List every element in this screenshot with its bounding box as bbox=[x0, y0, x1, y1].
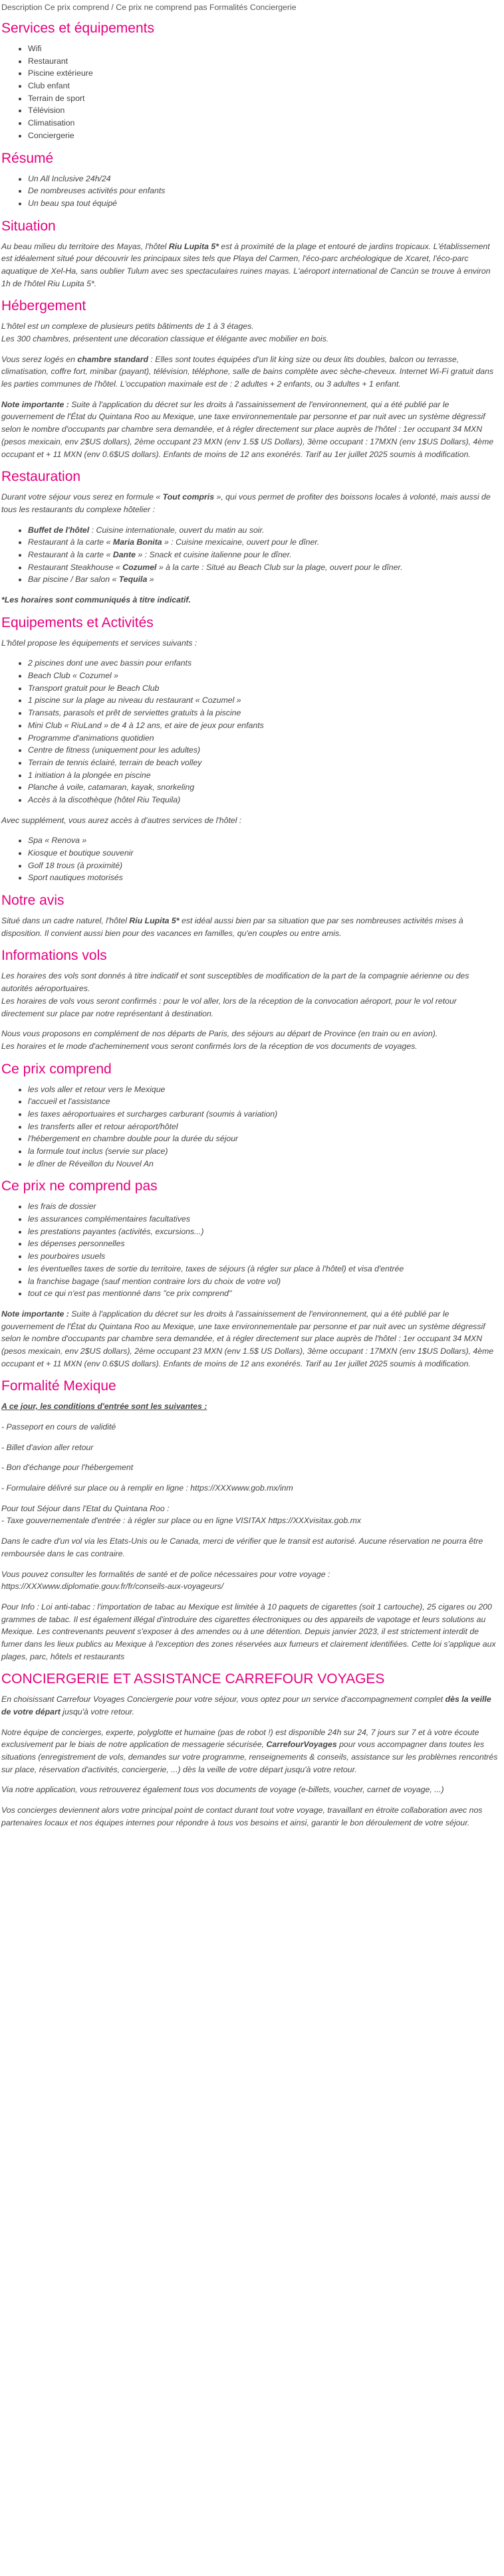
list-item: • les vols aller et retour vers le Mexique bbox=[28, 1083, 501, 1096]
formalite-info: Pour Info : Loi anti-tabac : l'importation de tabac au Mexique est limitée à 10 paquets de cigarettes (soit 1 cartouche), 25 cigares ou 200 grammes de tabac. Il est également illégal d'introduire des cigarettes électroniques ou des appareils de vapotage et leurs solutions au Mexique. Les contrevenants peuvent s'exposer à des amendes ou à une détention. Depuis janvier 2023, il est strictement interdit de fumer dans les lieux publics au Mexique à l'exception des zones réservées aux fumeurs et clairement identifiées. Cette loi s'applique aux plages, parc, hôtels et restaurants bbox=[1, 1602, 496, 1661]
list-item: • Climatisation bbox=[28, 117, 501, 130]
restaurant-name: Tequila bbox=[118, 575, 148, 585]
list-item: • les éventuelles taxes de sortie du territoire, taxes de séjours (à régler sur place à l'hôtel) et visa d'entrée bbox=[28, 1263, 501, 1275]
list-item: • Beach Club « Cozumel » bbox=[28, 670, 501, 682]
list-item: • Wifi bbox=[28, 43, 501, 55]
text-part: : Cuisine internationale, ouvert du matin au soir. bbox=[89, 525, 265, 535]
restaurant-name: Maria Bonita bbox=[112, 537, 162, 547]
text-part: Situé dans un cadre naturel, l'hôtel bbox=[1, 916, 130, 926]
list-item: • le dîner de Réveillon du Nouvel An bbox=[28, 1158, 501, 1170]
avis-title: Notre avis bbox=[1, 893, 64, 909]
prix-comprend-title: Ce prix comprend bbox=[1, 1061, 112, 1077]
restaurant-name: Cozumel bbox=[122, 562, 157, 572]
text-line: Les horaires et le mode d'acheminement vous seront confirmés lors de la réception de vos documents de voyages. bbox=[1, 1041, 418, 1051]
conciergerie-text-4: Vos concierges deviennent alors votre principal point de contact durant tout votre voyage, travaillant en étroite collaboration avec nos partenaires locaux et nos équipes internes pour répondre à tous vos besoins et ainsi, garantir le bon déroulement de votre séjour. bbox=[1, 1805, 483, 1827]
app-name: CarrefourVoyages bbox=[266, 1740, 337, 1750]
list-item: • les taxes aéroportuaires et surcharges carburant (soumis à variation) bbox=[28, 1108, 501, 1121]
text-part: », qui vous permet de profiter des boissons locales à volonté, mais aussi de tous les restaurants du complexe hôtelier : bbox=[1, 492, 491, 514]
restauration-intro bbox=[1, 491, 501, 515]
equipements-title: Equipements et Activités bbox=[1, 614, 154, 630]
room-type: chambre standard bbox=[77, 354, 148, 364]
list-item: • Kiosque et boutique souvenir bbox=[28, 847, 501, 860]
text-part: jusqu'à votre retour. bbox=[60, 1707, 135, 1716]
text-part: Bar piscine / Bar salon « bbox=[28, 575, 119, 585]
list-item: • Mini Club « RiuLand » de 4 à 12 ans, et aire de jeux pour enfants bbox=[28, 719, 501, 732]
text-part: Suite à l'application du décret sur les droits à l'assainissement de l'environnement, qui a été publié par le gouvernement de l'État du Quintana Roo au Mexique, une taxe environnementale par personne et par nuit avec un système dégressif selon le nombre d'occupants par chambre sera demandée, et à régler directement sur place auprès de l'hôtel : 1er occupant 34 MXN (pesos mexicain, env 2$US dollars), 2ème occupant 23 MXN (env 1.5$ US Dollars), 3ème occupant : 17MXN (env 1$US Dollars), 4ème occupant et + 11 MXN (env 0.6$US dollars). Enfants de moins de 12 ans exonérés. Tarif au 1er juillet 2025 soumis à modification. bbox=[1, 399, 494, 459]
list-item: • les dépenses personnelles bbox=[28, 1238, 501, 1250]
list-item: • Spa « Renova » bbox=[28, 834, 501, 847]
diplomatie-link[interactable]: https://XXXwww.diplomatie.gouv.fr/fr/conseils-aux-voyageurs/ bbox=[1, 1582, 223, 1592]
text-part: Restaurant Steakhouse « bbox=[28, 562, 123, 572]
note-text: *Les horaires sont communiqués à titre indicatif. bbox=[1, 595, 191, 604]
formalite-quintana bbox=[1, 1503, 501, 1527]
formalite-sante bbox=[1, 1568, 501, 1593]
supplements-intro: Avec supplément, vous aurez accès à d'autres services de l'hôtel : bbox=[1, 815, 242, 825]
list-item: • Club enfant bbox=[28, 80, 501, 92]
text-part: est idéal aussi bien par sa situation que par ses nombreuses activités mises à disposition. Il convient aussi bien pour des vacances en familles, qu'en couples ou entre amis. bbox=[1, 916, 463, 938]
conciergerie-text-1 bbox=[1, 1693, 501, 1718]
list-item: • Golf 18 trous (à proximité) bbox=[28, 860, 501, 872]
list-item: • la formule tout inclus (servie sur place) bbox=[28, 1145, 501, 1158]
services-list bbox=[1, 43, 501, 142]
formalite-line: - Bon d'échange pour l'hébergement bbox=[1, 1463, 134, 1473]
text-part: Notre équipe de concierges, experte, polyglotte et humaine (pas de robot !) est disponible 24h sur 24, 7 jours sur 7 et à votre écoute exclusivement par le biais de notre application de messagerie sécurisée, bbox=[1, 1727, 479, 1750]
text-part: » à la carte : Situé au Beach Club sur la plage, ouvert pour le dîner. bbox=[156, 562, 403, 572]
formalite-transit: Dans le cadre d'un vol via les Etats-Unis ou le Canada, merci de vérifier que le transit est autorisé. Aucune réservation ne pourra être remboursée dans le cas contraire. bbox=[1, 1536, 483, 1558]
text-part: » : Cuisine mexicaine, ouvert pour le dîner. bbox=[162, 537, 320, 547]
equipements-intro: L'hôtel propose les équipements et services suivants : bbox=[1, 638, 197, 648]
restauration-title: Restauration bbox=[1, 469, 81, 485]
prix-comprend-list bbox=[1, 1083, 501, 1170]
vols-text-1 bbox=[1, 970, 501, 1020]
list-item: • Un All Inclusive 24h/24 bbox=[28, 173, 501, 185]
formalite-line: - Formulaire délivré sur place ou à remplir en ligne : https://XXXwww.gob.mx/inm bbox=[1, 1483, 293, 1493]
list-item: • les transferts aller et retour aéroport/hôtel bbox=[28, 1121, 501, 1133]
formalite-line: - Billet d'avion aller retour bbox=[1, 1442, 94, 1452]
hebergement-rooms bbox=[1, 353, 501, 391]
tab-links: Description Ce prix comprend / Ce prix ne comprend pas Formalités Conciergerie bbox=[1, 3, 297, 12]
list-item: • Conciergerie bbox=[28, 130, 501, 142]
list-item: • 2 piscines dont une avec bassin pour enfants bbox=[28, 657, 501, 670]
list-item: • l'hébergement en chambre double pour la durée du séjour bbox=[28, 1133, 501, 1145]
hebergement-intro bbox=[1, 320, 501, 345]
list-item bbox=[28, 524, 501, 537]
text-part: » : Snack et cuisine italienne pour le dîner. bbox=[136, 549, 292, 559]
list-item: • les frais de dossier bbox=[28, 1200, 501, 1213]
restaurants-list bbox=[1, 524, 501, 586]
list-item: • Accès à la discothèque (hôtel Riu Tequila) bbox=[28, 794, 501, 806]
vols-title: Informations vols bbox=[1, 948, 107, 964]
text-part: pour vous accompagner dans toutes les situations (enregistrement de vols, demandes sur votre programme, renseignements & conseils, assistance sur les problèmes rencontrés sur place, réservation d'activités, conciergerie, ...) dès la veille de votre départ jusqu'à votre retour. bbox=[1, 1740, 498, 1774]
hebergement-title: Hébergement bbox=[1, 298, 86, 314]
text-line: Pour tout Séjour dans l'Etat du Quintana Roo : bbox=[1, 1503, 170, 1513]
list-item: • Piscine extérieure bbox=[28, 67, 501, 80]
text-line: Les horaires de vols vous seront confirmés : pour le vol aller, lors de la réception de la convocation aéroport, pour le vol retour directement sur place par notre représentant à destination. bbox=[1, 996, 457, 1018]
text-part: Suite à l'application du décret sur les droits à l'assainissement de l'environnement, qui a été publié par le gouvernement de l'État du Quintana Roo au Mexique, une taxe environnementale par personne et par nuit avec un système dégressif selon le nombre d'occupants par chambre sera demandée, et à régler directement sur place auprès de l'hôtel : 1er occupant 34 MXN (pesos mexicain, env 2$US dollars), 2ème occupant 23 MXN (env 1.5$ US Dollars), 3ème occupant : 17MXN (env 1$US Dollars), 4ème occupant et + 11 MXN (env 0.6$US dollars). Enfants de moins de 12 ans exonérés. Tarif au 1er juillet 2025 soumis à modification. bbox=[1, 1309, 494, 1368]
text-part: Durant votre séjour vous serez en formule « bbox=[1, 492, 163, 502]
list-item bbox=[28, 573, 501, 586]
list-item: • les assurances complémentaires facultatives bbox=[28, 1213, 501, 1226]
text-line: Les 300 chambres, présentent une décoration classique et élégante avec mobilier en bois. bbox=[1, 334, 329, 343]
restaurant-name: Buffet de l'hôtel bbox=[28, 525, 90, 535]
avis-text bbox=[1, 915, 501, 939]
text-part: Au beau milieu du territoire des Mayas, l'hôtel bbox=[1, 241, 169, 251]
hebergement-note bbox=[1, 399, 501, 460]
text-line: Nous vous proposons en complément de nos départs de Paris, des séjours au départ de Province (en train ou en avion). bbox=[1, 1029, 438, 1039]
text-line: - Taxe gouvernementale d'entrée : à régler sur place ou en ligne VISITAX https://XXXvisitax.gob.mx bbox=[1, 1516, 361, 1526]
conciergerie-title: CONCIERGERIE ET ASSISTANCE CARREFOUR VOYAGES bbox=[1, 1671, 385, 1687]
list-item: • les pourboires usuels bbox=[28, 1250, 501, 1263]
formalite-line: - Passeport en cours de validité bbox=[1, 1422, 116, 1431]
list-item: • Programme d'animations quotidien bbox=[28, 732, 501, 745]
list-item bbox=[28, 561, 501, 574]
list-item: • Transport gratuit pour le Beach Club bbox=[28, 682, 501, 695]
equipements-list bbox=[1, 657, 501, 806]
text-part: Vous serez logés en bbox=[1, 354, 78, 364]
restauration-note bbox=[1, 594, 501, 606]
note-label: Note importante : bbox=[1, 399, 69, 409]
list-item: • tout ce qui n'est pas mentionné dans "ce prix comprend" bbox=[28, 1287, 501, 1300]
list-item bbox=[28, 536, 501, 549]
prix-ne-comprend-title: Ce prix ne comprend pas bbox=[1, 1178, 158, 1194]
list-item: • De nombreuses activités pour enfants bbox=[28, 185, 501, 197]
prix-note bbox=[1, 1308, 501, 1370]
prix-ne-comprend-list bbox=[1, 1200, 501, 1300]
list-item: • Centre de fitness (uniquement pour les adultes) bbox=[28, 744, 501, 757]
vols-text-2 bbox=[1, 1028, 501, 1052]
supplements-list bbox=[1, 834, 501, 884]
list-item bbox=[28, 549, 501, 561]
text-part: : Elles sont toutes équipées d'un lit king size ou deux lits doubles, balcon ou terrasse, climatisation, coffre fort, minibar (payant), télévision, téléphone, salle de bains complète avec sèche-cheveux. Internet Wi-Fi gratuit dans les parties communes de l'hôtel. L'occupation maximale est de : 2 adultes + 2 enfants, ou 3 adultes + 1 enfant. bbox=[1, 354, 494, 389]
list-item: • Transats, parasols et prêt de serviettes gratuits à la piscine bbox=[28, 707, 501, 719]
list-item: • la franchise bagage (sauf mention contraire lors du choix de votre vol) bbox=[28, 1275, 501, 1288]
list-item: • les prestations payantes (activités, excursions...) bbox=[28, 1226, 501, 1238]
emphasis: dès la veille de votre départ bbox=[1, 1695, 491, 1716]
formalite-heading bbox=[1, 1400, 501, 1413]
formula-name: Tout compris bbox=[162, 492, 215, 502]
text-line: Vous pouvez consulter les formalités de santé et de police nécessaires pour votre voyage : bbox=[1, 1569, 330, 1579]
hotel-name: Riu Lupita 5* bbox=[129, 916, 180, 926]
note-label: Note importante : bbox=[1, 1309, 69, 1319]
text-part: Restaurant à la carte « bbox=[28, 537, 113, 547]
list-item: • Sport nautiques motorisés bbox=[28, 872, 501, 884]
list-item: • Un beau spa tout équipé bbox=[28, 197, 501, 210]
text-part: En choisissant Carrefour Voyages Conciergerie pour votre séjour, vous optez pour un service d'accompagnement complet bbox=[1, 1695, 445, 1704]
list-item: • Planche à voile, catamaran, kayak, snorkeling bbox=[28, 781, 501, 794]
hotel-name: Riu Lupita 5* bbox=[168, 241, 219, 251]
conciergerie-text-3: Via notre application, vous retrouverez également tous vos documents de voyage (e-billets, voucher, carnet de voyage, ...) bbox=[1, 1785, 444, 1795]
resume-title: Résumé bbox=[1, 150, 54, 166]
formalite-title: Formalité Mexique bbox=[1, 1378, 116, 1394]
situation-text bbox=[1, 240, 501, 290]
list-item: • Terrain de sport bbox=[28, 92, 501, 105]
restaurant-name: Dante bbox=[112, 549, 136, 559]
conciergerie-text-2 bbox=[1, 1726, 501, 1776]
services-title: Services et équipements bbox=[1, 21, 154, 36]
list-item: • Terrain de tennis éclairé, terrain de beach volley bbox=[28, 757, 501, 769]
text-part: Restaurant à la carte « bbox=[28, 549, 113, 559]
text-part: est à proximité de la plage et entouré de jardins tropicaux. L'établissement est idéalement situé pour découvrir les principaux sites tels que Playa del Carmen, l'éco-parc archéologique de Xcaret, l'éco-parc aquatique de Xel-Ha, sans oublier Tulum avec ses spectaculaires ruines mayas. L'aéroport international de Cancún se trouve à environ 1h de l'hôtel Riu Lupita 5*. bbox=[1, 241, 491, 288]
formalite-heading-text: A ce jour, les conditions d'entrée sont les suivantes : bbox=[1, 1402, 207, 1412]
list-item: • 1 piscine sur la plage au niveau du restaurant « Cozumel » bbox=[28, 694, 501, 707]
situation-title: Situation bbox=[1, 218, 56, 234]
list-item: • 1 initiation à la plongée en piscine bbox=[28, 769, 501, 782]
list-item: • Télévision bbox=[28, 104, 501, 117]
text-line: L'hôtel est un complexe de plusieurs petits bâtiments de 1 à 3 étages. bbox=[1, 322, 254, 331]
list-item: • Restaurant bbox=[28, 55, 501, 68]
text-part: » bbox=[147, 575, 154, 585]
text-line: Les horaires des vols sont donnés à titre indicatif et sont susceptibles de modification de la part de la compagnie aérienne ou des autorités aéroportuaires. bbox=[1, 971, 469, 994]
list-item: • l'accueil et l'assistance bbox=[28, 1095, 501, 1108]
resume-list bbox=[1, 173, 501, 210]
